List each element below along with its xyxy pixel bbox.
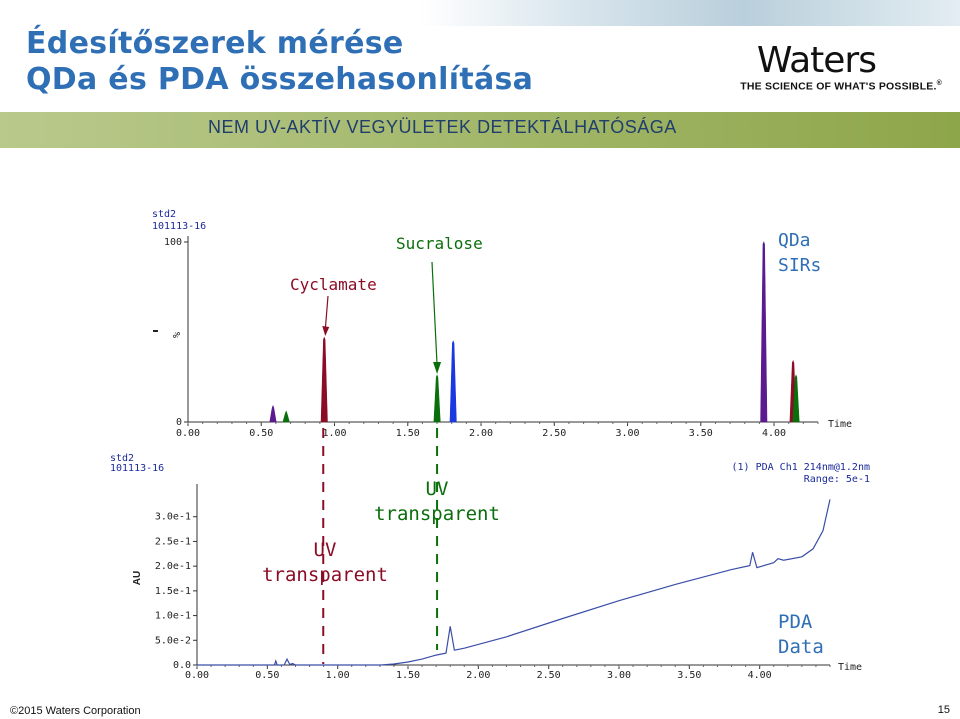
top-chart-x-label: Time bbox=[828, 419, 853, 430]
bottom-chart-x-tick-label: 0.00 bbox=[184, 670, 210, 681]
top-chart-peak bbox=[270, 406, 276, 422]
top-chart-peak bbox=[321, 337, 327, 422]
annotation-cyclamate-arrowhead bbox=[322, 326, 329, 336]
top-chart-peak bbox=[283, 411, 289, 422]
bottom-chart-y-tick-label: 2.0e-1 bbox=[154, 561, 191, 573]
top-chart-y-marker bbox=[153, 330, 158, 332]
top-chart-x-tick-label: 0.00 bbox=[175, 428, 201, 439]
title-line-1: Édesítőszerek mérése bbox=[26, 26, 404, 61]
copyright-text: ©2015 Waters Corporation bbox=[10, 705, 141, 717]
top-chart-x-tick-label: 1.00 bbox=[322, 428, 347, 439]
logo-tagline-text: THE SCIENCE OF WHAT'S POSSIBLE. bbox=[740, 80, 937, 93]
bottom-chart-right-label-2: Data bbox=[778, 636, 824, 658]
bottom-chart-y-label: AU bbox=[132, 570, 143, 586]
annotation-uv-transparent-2-line1: UV bbox=[425, 478, 449, 500]
top-chart-run: 101113-16 bbox=[152, 221, 207, 232]
banner-text: NEM UV-AKTÍV VEGYÜLETEK DETEKTÁLHATÓSÁGA bbox=[208, 117, 677, 137]
top-chart-y-tick-label: 100 bbox=[163, 237, 182, 248]
top-chart-x-tick-label: 3.50 bbox=[688, 428, 713, 439]
bottom-chart-channel: (1) PDA Ch1 214nm@1.2nm bbox=[731, 462, 870, 473]
registered-mark: ® bbox=[936, 80, 942, 87]
bottom-chart-y-tick-label: 1.0e-1 bbox=[154, 610, 191, 622]
bottom-chart-x-tick-label: 1.00 bbox=[325, 670, 350, 681]
bottom-chart-x-tick-label: 1.50 bbox=[395, 670, 421, 681]
bottom-chart-x-tick-label: 2.00 bbox=[466, 670, 491, 681]
annotation-uv-transparent-2-line2: transparent bbox=[374, 503, 500, 525]
bottom-chart-y-tick-label: 5.0e-2 bbox=[154, 635, 191, 647]
top-chart-sample: std2 bbox=[152, 209, 177, 220]
top-chart-x-tick-label: 0.50 bbox=[249, 428, 274, 439]
annotation-cyclamate-arrow bbox=[325, 296, 328, 330]
bottom-chart-run: 101113-16 bbox=[110, 463, 165, 474]
bottom-chart-x-tick-label: 3.50 bbox=[677, 670, 702, 681]
bottom-chart-x-tick-label: 0.50 bbox=[255, 670, 280, 681]
bottom-chart-sample: std2 bbox=[110, 453, 135, 464]
bottom-chart-y-tick-label: 3.0e-1 bbox=[154, 511, 191, 523]
bottom-chart-right-label-1: PDA bbox=[778, 611, 813, 633]
annotation-cyclamate-label: Cyclamate bbox=[290, 275, 377, 294]
top-chart-x-tick-label: 1.50 bbox=[395, 428, 420, 439]
annotation-sucralose-arrowhead bbox=[433, 362, 441, 374]
title-line-2: QDa és PDA összehasonlítása bbox=[26, 62, 534, 97]
top-chart-peak bbox=[434, 375, 440, 422]
bottom-chart-range: Range: 5e-1 bbox=[803, 474, 870, 485]
annotation-uv-transparent-1-line1: UV bbox=[313, 539, 337, 561]
bottom-chart-y-tick-label: 0.0 bbox=[172, 660, 191, 671]
bottom-chart-x-tick-label: 4.00 bbox=[747, 670, 772, 681]
top-chart-right-label-1: QDa bbox=[778, 230, 811, 251]
top-chart-x-tick-label: 3.00 bbox=[615, 428, 640, 439]
top-chart-y-tick-label: 0 bbox=[175, 417, 182, 428]
annotation-sucralose-label: Sucralose bbox=[396, 234, 483, 253]
bottom-chart-y-tick-label: 2.5e-1 bbox=[154, 536, 191, 548]
page-number: 15 bbox=[937, 704, 950, 716]
top-chart-y-label: % bbox=[172, 331, 183, 339]
top-chart-x-tick-label: 4.00 bbox=[761, 428, 787, 439]
logo-wordmark: Waters bbox=[756, 40, 876, 81]
bottom-chart-y-tick-label: 1.5e-1 bbox=[154, 585, 191, 597]
top-chart-x-tick-label: 2.50 bbox=[542, 428, 567, 439]
top-chart-x-tick-label: 2.00 bbox=[468, 428, 494, 439]
top-chart-right-label-2: SIRs bbox=[778, 255, 822, 276]
bottom-chart-x-label: Time bbox=[838, 662, 863, 673]
top-chart-peak bbox=[761, 242, 767, 422]
top-chart-peak bbox=[450, 341, 456, 422]
bottom-chart-x-tick-label: 3.00 bbox=[606, 670, 632, 681]
annotation-sucralose-arrow bbox=[432, 262, 437, 365]
annotation-uv-transparent-1-line2: transparent bbox=[262, 564, 388, 586]
bottom-chart-x-tick-label: 2.50 bbox=[536, 670, 561, 681]
